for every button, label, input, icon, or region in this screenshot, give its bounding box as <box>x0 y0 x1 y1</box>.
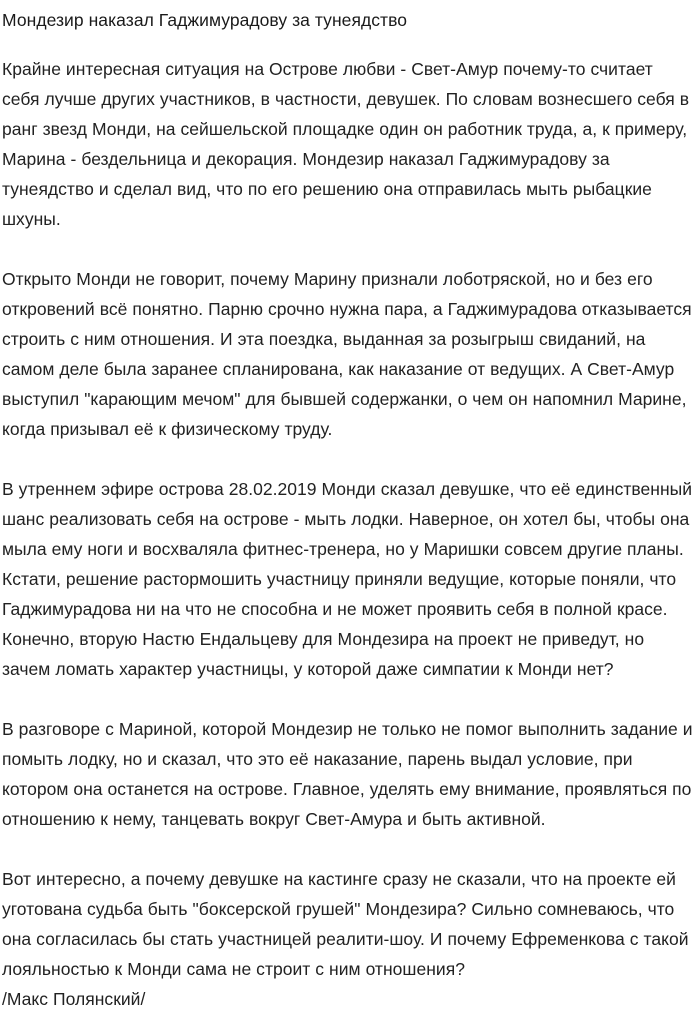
article-paragraph-1: Крайне интересная ситуация на Острове любви - Свет-Амур почему-то считает себя лучше других участников, в частности, девушек. По словам вознесшего себя в ранг звезд Монди, на сейшельской площадке один он работник труда, а, к примеру, Марина - бездельница и декорация. Мондезир наказал Гаджимурадову за тунеядство и сделал вид, что по его решению она отправилась мыть рыбацкие шхуны. <box>2 59 690 229</box>
page-title: Мондезир наказал Гаджимурадову за тунеядство <box>2 10 408 30</box>
article-paragraph-3: В утреннем эфире острова 28.02.2019 Монди сказал девушке, что её единственный шанс реализовать себя на острове - мыть лодки. Наверное, он хотел бы, чтобы она мыла ему ноги и восхваляла фитнес-тренера, но у Маришки совсем другие планы. Кстати, решение растормошить участницу приняли ведущие, которые поняли, что Гаджимурадова ни на что не способна и не может проявить себя в полной красе. Конечно, вторую Настю Ендальцеву для Мондезира на проект не приведут, но зачем ломать характер участницы, у которой даже симпатии к Монди нет? <box>2 479 693 679</box>
author-signature: /Макс Полянский/ <box>2 989 146 1009</box>
article-paragraph-5: Вот интересно, а почему девушке на кастинге сразу не сказали, что на проекте ей уготована судьба быть "боксерской грушей" Мондезира? Сильно сомневаюсь, что она согласилась бы стать участницей реалити-шоу. И почему Ефременкова с такой лояльностью к Монди сама не строит с ним отношения? <box>2 869 689 979</box>
title-body-spacer <box>2 35 694 54</box>
article-paragraph-2: Открыто Монди не говорит, почему Марину признали лоботряской, но и без его откровений всё понятно. Парню срочно нужна пара, а Гаджимурадова отказывается строить с ним отношения. И эта поездка, выданная за розыгрыш свиданий, на самом деле была заранее спланирована, как наказание от ведущих. А Свет-Амур выступил "карающим мечом" для бывшей содержанки, о чем он напомнил Марине, когда призывал её к физическому труду. <box>2 269 692 439</box>
article-paragraph-4: В разговоре с Мариной, которой Мондезир не только не помог выполнить задание и помыть лодку, но и сказал, что это её наказание, парень выдал условие, при котором она останется на острове. Главное, уделять ему внимание, проявляться по отношению к нему, танцевать вокруг Свет-Амура и быть активной. <box>2 719 693 829</box>
article-body <box>2 54 694 1014</box>
